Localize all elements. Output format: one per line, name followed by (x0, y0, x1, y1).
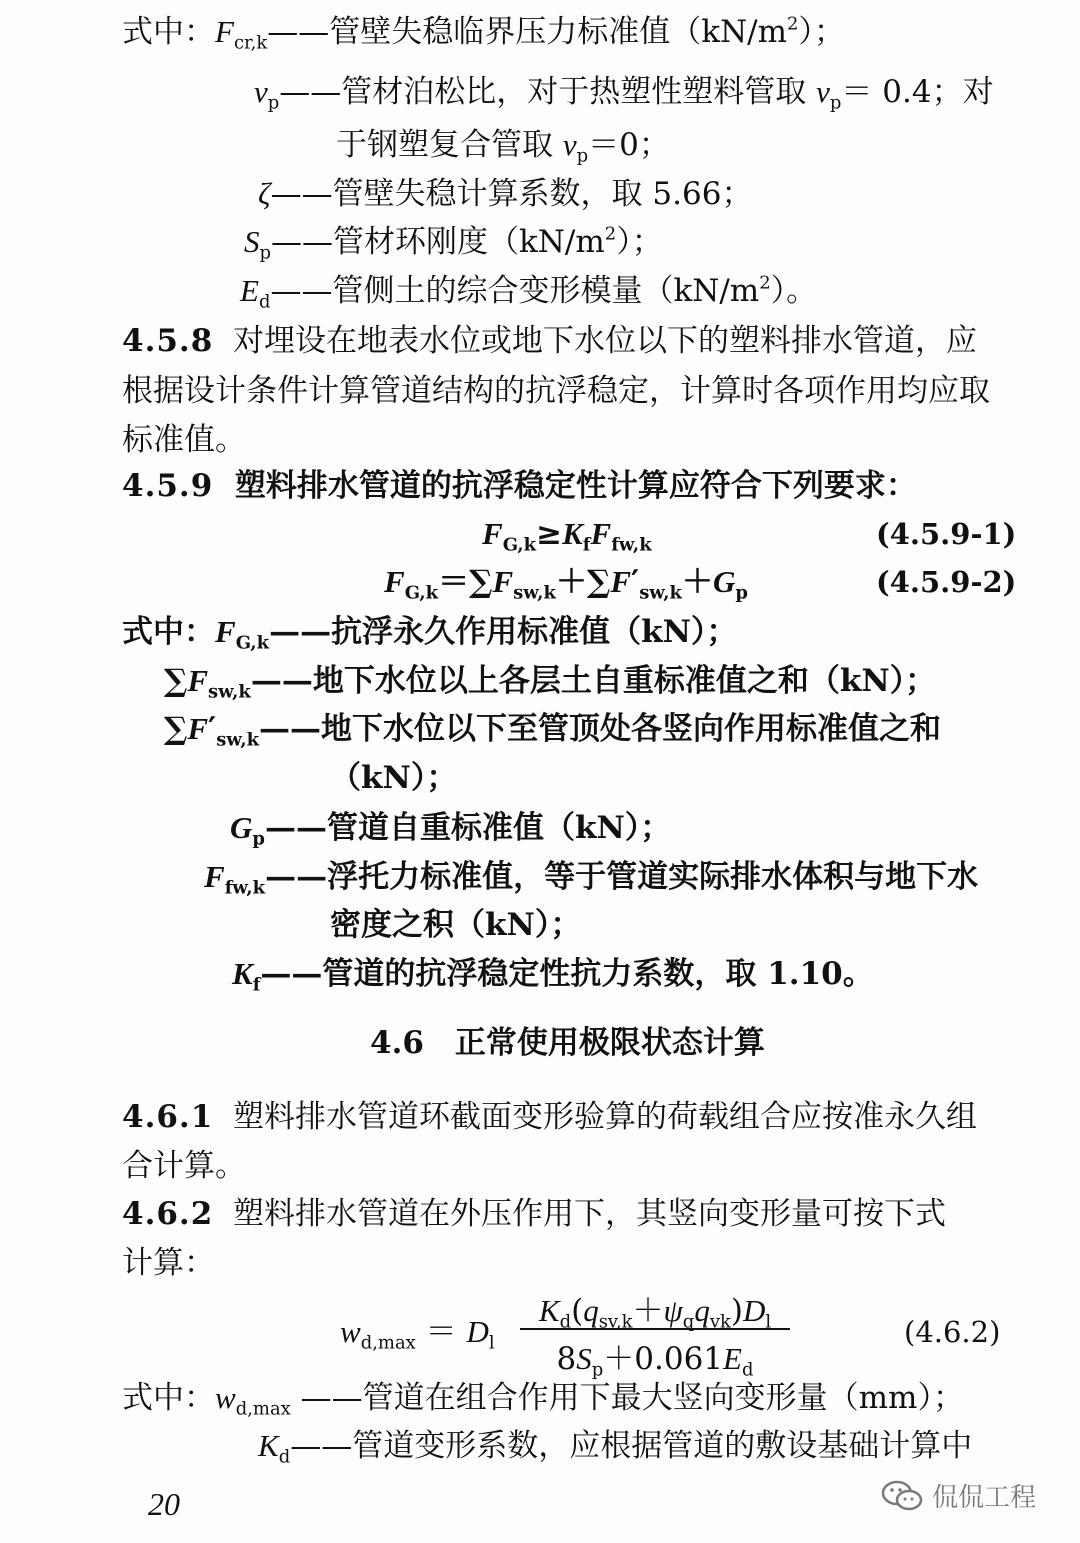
where-line-zeta: ζ——管壁失稳计算系数，取 5.66； (258, 176, 753, 212)
section-title-4-6: 4.6 正常使用极限状态计算 (370, 1025, 765, 1061)
where-line-fcr: 式中：$F_{cr,k}——$管壁失稳临界压力标准值$(kN/m^2)$； (122, 13, 845, 54)
fraction-numerator: $K_d(q_{sv,k}+\psi_qq_{vk})D_l$ (538, 1293, 772, 1333)
where-line-gp: $G_p——$管道自重标准值（kN）； (230, 810, 672, 850)
clause-4-5-8-line3: 标准值。 (122, 422, 246, 458)
clause-4-5-8: 4.5.8 对埋设在地表水位或地下水位以下的塑料排水管道，应 (122, 323, 978, 359)
wechat-icon (880, 1478, 924, 1514)
page-number: 20 (148, 1486, 180, 1522)
equation-number: (4.5.9-1) (876, 517, 1017, 551)
where-line-kf: $K_f——$管道的抗浮稳定性抗力系数，取 1.10。 (232, 956, 874, 996)
clause-number: 4.6.2 (122, 1196, 214, 1232)
where-line-sp: $S_p——$管材环刚度$(kN/m^2)$； (244, 223, 663, 264)
where-line-ffwk: $F_{fw,k}——$浮托力标准值，等于管道实际排水体积与地下水 (204, 859, 979, 899)
clause-number: 4.6.1 (122, 1099, 214, 1135)
clause-number: 4.5.9 (122, 468, 214, 504)
equation-lhs: $w_{d,max} = D_l$ (340, 1314, 495, 1354)
where-prefix: 式中： (122, 14, 215, 50)
where-line-fswk-prime-cont: （kN）； (330, 760, 458, 796)
fraction-bar (520, 1328, 790, 1330)
where-line-ffwk-cont: 密度之积（kN）； (330, 907, 582, 943)
equation-4-5-9-2: $F_{G,k}=\sum F_{sw,k}+\sum F'_{sw,k}+G_p$ (384, 564, 748, 604)
clause-4-6-2-line2: 计算： (122, 1245, 215, 1281)
equation-4-5-9-1: $F_{G,k}\ge K_fF_{fw,k}$ (482, 516, 652, 556)
where-line-nu-cont: 于钢塑复合管取 $\nu_p=0$； (336, 127, 670, 167)
equation-number: (4.5.9-2) (876, 565, 1017, 599)
watermark-text: 侃侃工程 (932, 1483, 1037, 1513)
equation-number: (4.6.2) (904, 1315, 1001, 1349)
where-line-fswk-prime: $\sum F'_{sw,k}——$地下水位以下至管顶处各竖向作用标准值之和 (164, 711, 942, 751)
clause-4-6-1-line2: 合计算。 (122, 1148, 246, 1184)
where-line-ed: $E_d——$管侧土的综合变形模量$(kN/m^2)$。 (240, 272, 818, 313)
where-line-kd: $K_d——$管道变形系数，应根据管道的敷设基础计算中 (258, 1428, 973, 1468)
where-line-fswk: $\sum F_{sw,k}——$地下水位以上各层土自重标准值之和（kN）； (164, 663, 937, 703)
clause-4-5-8-line2: 根据设计条件计算管道结构的抗浮稳定，计算时各项作用均应取 (122, 373, 990, 409)
where-line-nu: $\nu_p——$管材泊松比，对于热塑性塑料管取 $\nu_p= 0.4$；对 (254, 74, 994, 114)
watermark (880, 1477, 1036, 1514)
clause-number: 4.5.8 (122, 323, 214, 359)
clause-4-5-9: 4.5.9 塑料排水管道的抗浮稳定性计算应符合下列要求： (122, 468, 917, 504)
clause-4-6-2: 4.6.2 塑料排水管道在外压作用下，其竖向变形量可按下式 (122, 1196, 947, 1232)
where-line-wdmax: 式中：$w_{d,max}$ ——管道在组合作用下最大竖向变形量（mm）； (122, 1380, 964, 1420)
clause-4-6-1: 4.6.1 塑料排水管道环截面变形验算的荷载组合应按准永久组 (122, 1099, 978, 1135)
fraction-denominator: $8S_p+0.061E_d$ (556, 1341, 754, 1381)
where-line-fgk: 式中：$F_{G,k}——$抗浮永久作用标准值（kN）； (122, 614, 738, 654)
